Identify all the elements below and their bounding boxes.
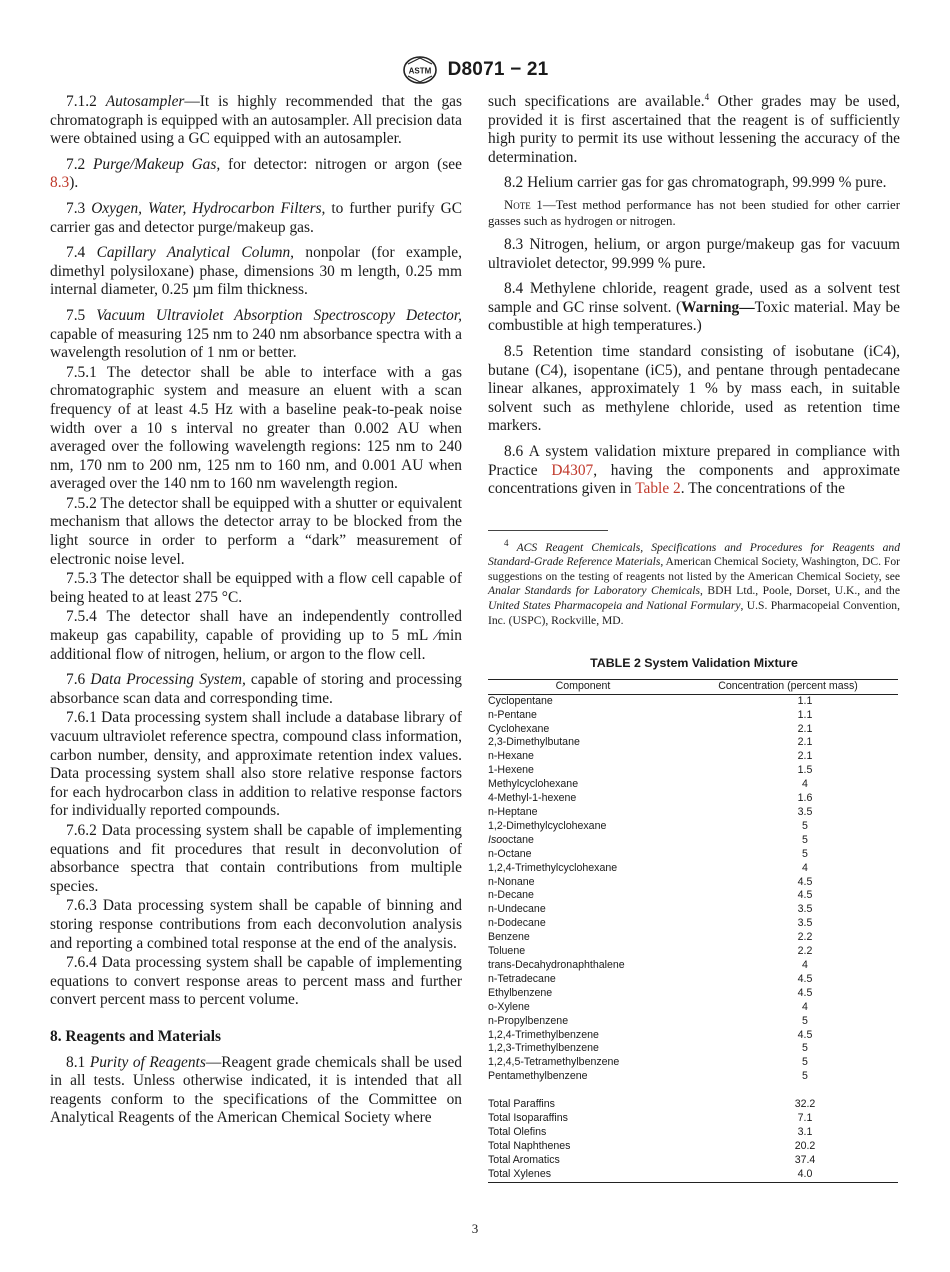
table-row <box>488 736 898 750</box>
footnote-title: Analar Standards for Laboratory Chemicals <box>488 584 700 598</box>
table-row <box>488 820 898 834</box>
paragraph-7-6-3: 7.6.3 Data processing system shall be capable of binning and storing response contributions from each deconvolution analysis and reporting a combined total response at the end of the analysis. <box>50 897 462 952</box>
table-2-system-validation-mixture <box>488 679 898 1183</box>
table-row <box>488 709 898 723</box>
section-number: 7.1.2 <box>66 93 97 110</box>
paragraph-7-4 <box>50 244 462 300</box>
footnote-title: United States Pharmacopeia and National Formulary <box>488 599 741 613</box>
concentration-value: 4.5 <box>797 986 813 999</box>
paragraph-7-5-3: 7.5.3 The detector shall be equipped with a flow cell capable of being heated to at least 275 °C. <box>50 570 462 606</box>
table-row <box>488 973 898 987</box>
section-title: Purity of Reagents <box>89 1053 206 1071</box>
table-row <box>488 959 898 973</box>
concentration-value: 1.5 <box>797 764 813 777</box>
astm-logo-text: ASTM <box>408 66 431 76</box>
concentration-value: 5 <box>802 847 808 860</box>
section-text: , having the components and approximate concentrations given in <box>488 461 900 498</box>
table-row <box>488 1015 898 1029</box>
component-name: Total Naphthenes <box>488 1139 571 1152</box>
table-row <box>488 1070 898 1084</box>
concentration-value: 5 <box>802 1042 808 1055</box>
table-2-link[interactable]: Table 2 <box>635 480 681 498</box>
paragraph-7-5 <box>50 307 462 363</box>
page-header <box>0 55 950 85</box>
column-header-component: Component <box>555 679 611 692</box>
section-text: nonpolar (for example, dimethyl polysiloxane) phase, dimensions 30 m length, 0.25 mm internal diameter, 0.25 µm film thickness. <box>50 244 462 299</box>
section-text: Other grades may be used, provided it is first ascertained that the reagent is of sufficiently high purity to permit its use without lessening the accuracy of the determination. <box>488 93 900 166</box>
section-text: 8.4 Methylene chloride, reagent grade, used as a solvent test sample and GC rinse solvent. ( <box>488 280 900 316</box>
component-name: n-Pentane <box>488 708 537 721</box>
section-title: Capillary Analytical Column, <box>96 244 295 262</box>
concentration-value: 5 <box>802 1070 808 1083</box>
component-name: n-Heptane <box>488 806 538 818</box>
section-title: Oxygen, Water, Hydrocarbon Filters, <box>91 199 326 217</box>
section-8-3-link[interactable]: 8.3 <box>50 174 70 192</box>
note-1 <box>488 197 900 229</box>
section-text: to further purify GC carrier gas and detector purge/makeup gas. <box>50 199 462 236</box>
component-name: Isooctane <box>488 833 534 846</box>
section-text: 8.6 A system validation mixture prepared in compliance with Practice <box>488 442 900 479</box>
paragraph-8-2: 8.2 Helium carrier gas for gas chromatograph, 99.999 % pure. <box>504 174 887 192</box>
component-name: Methylcyclohexane <box>488 778 579 791</box>
right-column <box>488 93 900 1183</box>
section-text: —It is highly recommended that the gas chromatograph is equipped with an autosampler. All precision data were obtained using a GC equipped with an autosampler. <box>50 93 463 148</box>
table-row <box>488 1042 898 1056</box>
component-name: 1,2,3-Trimethylbenzene <box>488 1042 599 1055</box>
component-name: n-Tetradecane <box>488 972 556 985</box>
section-title: Purge/Makeup Gas, <box>92 155 221 173</box>
concentration-value: 4.5 <box>797 889 813 902</box>
footnote-text: , American Chemical Society, Washington, DC. For suggestions on the testing of reagents not listed by the American Chemical Society, see <box>488 555 900 583</box>
table-row <box>488 1001 898 1015</box>
concentration-value: 4.5 <box>797 875 813 888</box>
table-row <box>488 889 898 903</box>
page-number: 3 <box>471 1221 479 1236</box>
component-name: Total Isoparaffins <box>488 1112 568 1125</box>
component-name: n-Propylbenzene <box>488 1014 569 1027</box>
component-name: o-Xylene <box>488 1000 530 1013</box>
total-row <box>488 1140 898 1154</box>
concentration-value: 4 <box>802 778 808 791</box>
document-designation: D8071 − 21 <box>447 59 549 80</box>
component-name: 4-Methyl-1-hexene <box>488 792 577 805</box>
section-number: 7.4 <box>66 244 86 262</box>
paragraph-8-1-continued <box>488 93 900 167</box>
section-text: such specifications are available. <box>488 93 705 110</box>
component-name: n-Dodecane <box>488 917 546 930</box>
note-label: Note 1 <box>504 197 543 212</box>
concentration-value: 32.2 <box>794 1098 816 1111</box>
total-row <box>488 1084 898 1112</box>
concentration-value: 1.6 <box>797 792 813 805</box>
concentration-value: 2.2 <box>797 945 813 958</box>
footnote-4 <box>488 537 900 629</box>
table-row <box>488 945 898 959</box>
component-name: Cyclohexane <box>488 722 550 735</box>
component-name: Total Olefins <box>488 1125 547 1138</box>
table-row <box>488 917 898 931</box>
warning-text: Toxic material. May be combustible at high temperatures.) <box>488 298 900 335</box>
component-name: 1,2,4-Trimethylbenzene <box>488 1028 599 1041</box>
concentration-value: 4 <box>802 861 808 874</box>
concentration-value: 3.5 <box>797 806 813 818</box>
section-number: 7.2 <box>66 155 86 173</box>
paragraph-7-5-1: 7.5.1 The detector shall be able to interface with a gas chromatographic system and measure an eluent with a scan frequency of at least 4.5 Hz with a baseline peak-to-peak noise width over a 10 s interval no greater than 0.002 AU when averaged over the following wavelength regions: 125 nm to 240 nm, 170 nm to 200 nm, 125 nm to 160 nm, and 0.001 AU when averaged over the 140 nm to 160 nm wavelength region. <box>50 363 462 493</box>
table-row <box>488 1056 898 1070</box>
concentration-value: 2.1 <box>797 750 813 763</box>
component-name: Pentamethylbenzene <box>488 1070 588 1083</box>
footnote-number: 4 <box>504 537 509 548</box>
component-name: n-Nonane <box>488 875 535 888</box>
component-name: 1,2,4-Trimethylcyclohexane <box>488 861 618 874</box>
component-name: Benzene <box>488 931 530 944</box>
section-title: Vacuum Ultraviolet Absorption Spectroscopy Detector, <box>96 306 462 324</box>
concentration-value: 5 <box>802 833 808 846</box>
component-name: n-Octane <box>488 847 532 860</box>
component-name: Toluene <box>488 945 526 958</box>
concentration-value: 5 <box>802 819 808 832</box>
section-text: capable of measuring 125 nm to 240 nm absorbance spectra with a wavelength resolution of 1 nm or better. <box>50 325 462 362</box>
section-number: 7.3 <box>66 199 86 217</box>
component-name: Cyclopentane <box>488 694 553 707</box>
component-name: Total Paraffins <box>488 1098 555 1111</box>
paragraph-7-2 <box>50 156 462 193</box>
component-name: Total Aromatics <box>488 1153 560 1166</box>
table-row <box>488 764 898 778</box>
section-number: 7.6 <box>66 671 86 689</box>
table-row <box>488 778 898 792</box>
section-title: Data Processing System, <box>90 671 246 689</box>
paragraph-7-3 <box>50 200 462 237</box>
concentration-value: 1.1 <box>797 708 813 721</box>
section-text: . The concentrations of the <box>680 480 845 498</box>
footnote-text: , BDH Ltd., Poole, Dorset, U.K., and the <box>699 584 900 598</box>
total-row <box>488 1126 898 1140</box>
component-rows <box>488 694 898 1084</box>
component-name: n-Undecane <box>488 903 546 916</box>
table-row <box>488 694 898 708</box>
table-row <box>488 723 898 737</box>
footnote-text: , U.S. Pharmacopeial Convention, Inc. (USPC), Rockville, MD. <box>488 599 900 627</box>
section-text: capable of storing and processing absorbance scan data and corresponding time. <box>50 671 462 707</box>
component-name: trans-Decahydronaphthalene <box>488 958 625 971</box>
footnote-ref-4[interactable]: 4 <box>704 91 710 102</box>
paragraph-7-6-4: 7.6.4 Data processing system shall be capable of implementing equations to convert response areas to percent mass and further convert percent mass to percent volume. <box>50 954 462 1009</box>
paragraph-7-6 <box>50 671 462 708</box>
note-text: —Test method performance has not been studied for other carrier gasses such as hydrogen or nitrogen. <box>488 197 900 228</box>
concentration-value: 3.5 <box>797 903 813 916</box>
concentration-value: 3.5 <box>797 917 813 930</box>
paragraph-7-6-1: 7.6.1 Data processing system shall include a database library of vacuum ultraviolet reference spectra, compound class information, carbon number, density, and approximate retention index values. Data processing system shall also store relative response factors for each hydrocarbon class in addition to relative response factors for individually reported compounds. <box>50 709 462 820</box>
table-row <box>488 931 898 945</box>
concentration-value: 4.5 <box>797 972 813 985</box>
paragraph-8-6 <box>488 443 900 499</box>
table-row <box>488 987 898 1001</box>
table-row <box>488 750 898 764</box>
concentration-value: 1.1 <box>797 694 813 707</box>
concentration-value: 4 <box>802 1000 808 1013</box>
total-rows <box>488 1084 898 1182</box>
paragraph-7-6-2: 7.6.2 Data processing system shall be capable of implementing equations and fit procedures that result in deconvolution of absorbance spectra that contain contributions from multiple species. <box>50 821 462 895</box>
section-text: for detector: nitrogen or argon (see <box>227 155 462 173</box>
table-row <box>488 876 898 890</box>
table-row <box>488 848 898 862</box>
left-column <box>50 93 462 1135</box>
table-2-title: TABLE 2 System Validation Mixture <box>590 656 798 671</box>
table-header-row <box>488 679 898 694</box>
component-name: 2,3-Dimethylbutane <box>488 736 580 749</box>
paragraph-7-5-2: 7.5.2 The detector shall be equipped with a shutter or equivalent mechanism that allows the detector array to be blocked from the light source in order to perform a “dark” measurement of electronic noise level. <box>50 494 462 568</box>
paragraph-8-5: 8.5 Retention time standard consisting of isobutane (iC4), butane (C4), isopentane (iC5), and pentane through pentadecane linear alkanes, approximately 1 % by mass each, in suitable solvent such as methylene chloride, used as retention time markers. <box>488 342 900 435</box>
table-row <box>488 903 898 917</box>
warning-label: Warning— <box>681 298 755 316</box>
section-8-heading: 8. Reagents and Materials <box>50 1027 221 1045</box>
paragraph-8-3: 8.3 Nitrogen, helium, or argon purge/makeup gas for vacuum ultraviolet detector, 99.999 % pure. <box>488 235 900 272</box>
concentration-value: 7.1 <box>797 1112 813 1125</box>
table-row <box>488 862 898 876</box>
section-title: Autosampler <box>105 93 185 110</box>
section-number: 8.1 <box>66 1053 86 1071</box>
footnote-divider <box>488 530 608 531</box>
column-header-concentration: Concentration (percent mass) <box>718 679 858 692</box>
concentration-value: 4 <box>802 958 808 971</box>
total-row <box>488 1154 898 1168</box>
section-text: ). <box>69 174 79 192</box>
component-name: 1,2-Dimethylcyclohexane <box>488 819 607 832</box>
concentration-value: 2.1 <box>797 722 813 735</box>
paragraph-8-1 <box>50 1054 462 1128</box>
table-row <box>488 1029 898 1043</box>
concentration-value: 5 <box>802 1056 808 1069</box>
component-name: n-Decane <box>488 889 534 902</box>
paragraph-8-4 <box>488 280 900 336</box>
concentration-value: 2.2 <box>797 931 813 944</box>
section-number: 7.5 <box>66 306 86 324</box>
concentration-value: 2.1 <box>797 736 813 749</box>
concentration-value: 20.2 <box>794 1139 816 1152</box>
total-row <box>488 1168 898 1182</box>
section-text: —Reagent grade chemicals shall be used in all tests. Unless otherwise indicated, it is intended that all reagents conform to the specifications of the Committee on Analytical Reagents of the American Chemical Society where <box>50 1053 462 1127</box>
component-name: Ethylbenzene <box>488 986 553 999</box>
component-name: 1,2,4,5-Tetramethylbenzene <box>488 1056 620 1069</box>
component-name: 1-Hexene <box>488 764 534 777</box>
footnote-title: ACS Reagent Chemicals, Specifications and Procedures for Reagents and Standard-Grade Reference Materials <box>488 540 900 569</box>
total-row <box>488 1112 898 1126</box>
concentration-value: 4.0 <box>797 1167 813 1180</box>
table-row <box>488 792 898 806</box>
component-name: n-Hexane <box>488 750 534 763</box>
concentration-value: 4.5 <box>797 1028 813 1041</box>
concentration-value: 37.4 <box>794 1153 816 1166</box>
paragraph-7-5-4: 7.5.4 The detector shall have an independently controlled makeup gas capability, capable of providing up to 5 mL ⁄min additional flow of nitrogen, helium, or argon to the flow cell. <box>50 608 462 663</box>
table-row <box>488 806 898 820</box>
astm-logo-icon <box>402 55 438 85</box>
practice-d4307-link[interactable]: D4307 <box>551 461 594 479</box>
component-name: Total Xylenes <box>488 1167 552 1180</box>
table-row <box>488 834 898 848</box>
paragraph-7-1-2 <box>50 93 462 149</box>
concentration-value: 5 <box>802 1014 808 1027</box>
concentration-value: 3.1 <box>797 1125 813 1138</box>
